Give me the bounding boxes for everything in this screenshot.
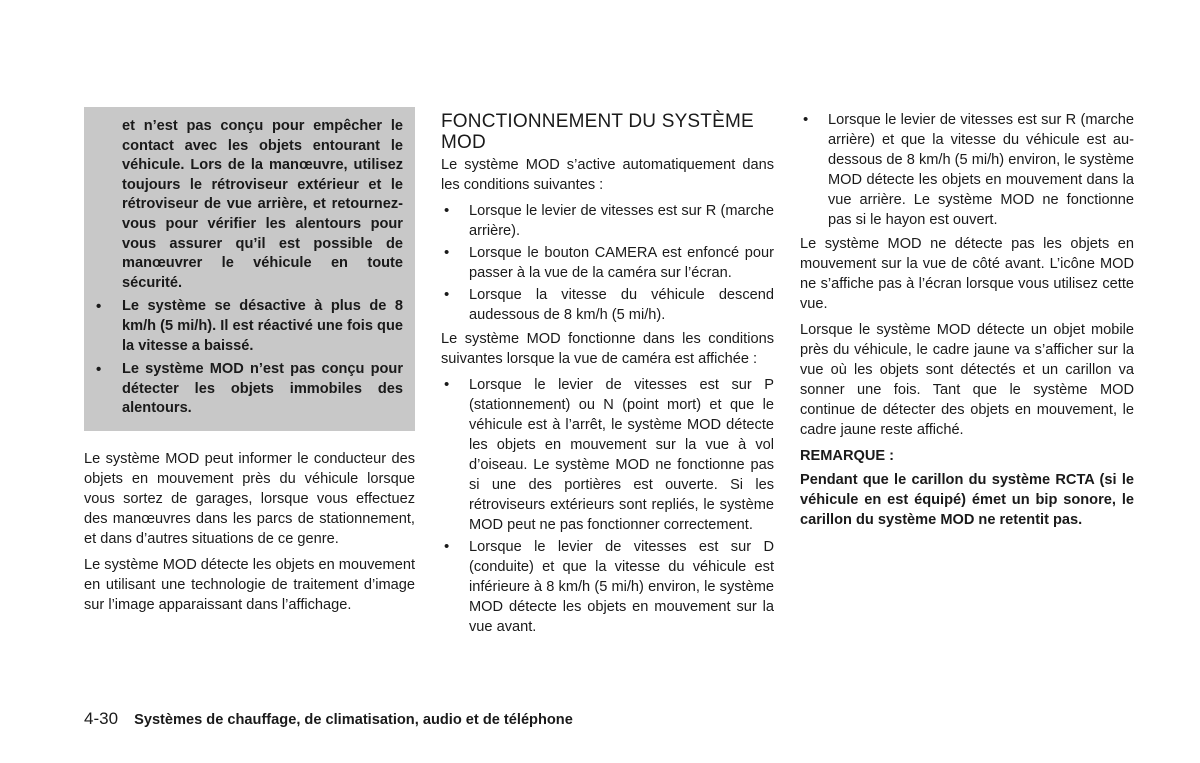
- page-number: 4-30: [84, 709, 119, 728]
- list-item: • Lorsque le levier de vitesses est sur D (conduite) et que la vitesse du véhicule est inférieure à 8 km/h (5 mi/h) environ, le système MOD détecte les objets en mouvement sur la vue avant.: [441, 537, 774, 637]
- page-footer: [84, 709, 573, 730]
- paragraph: Le système MOD ne détecte pas les objets en mouvement sur la vue de côté avant. L’icône MOD ne s’affiche pas à l’écran lorsque vous utilisez cette vue.: [800, 236, 1134, 312]
- warning-box: [84, 107, 415, 431]
- bullet-list: [441, 375, 774, 637]
- list-item: • Lorsque le bouton CAMERA est enfoncé pour passer à la vue de la caméra sur l’écran.: [441, 243, 774, 283]
- list-item: • Lorsque la vitesse du véhicule descend audessous de 8 km/h (5 mi/h).: [441, 285, 774, 325]
- column-middle: [441, 111, 774, 641]
- list-item: • Lorsque le levier de vitesses est sur R (marche arrière) et que la vitesse du véhicule est au-dessous de 8 km/h (5 mi/h) environ, le système MOD détecte les objets en mouvement dans la vue arrière. Le système MOD ne fonctionne pas si le hayon est ouvert.: [800, 110, 1134, 230]
- paragraph: Lorsque le système MOD détecte un objet mobile près du véhicule, le cadre jaune va s’afficher sur la vue où les objets sont détectés et un carillon va sonner une fois. Tant que le système MOD continue de détecter des objets en mouvement, le cadre jaune reste affiché.: [800, 322, 1134, 438]
- warning-bullet-list: [122, 297, 403, 419]
- list-item: • Lorsque le levier de vitesses est sur R (marche arrière).: [441, 201, 774, 241]
- note-title: REMARQUE :: [800, 448, 895, 464]
- note-body: Pendant que le carillon du système RCTA (si le véhicule en est équipé) émet un bip sonore, le carillon du système MOD ne retentit pas.: [800, 472, 1134, 528]
- section-heading: FONCTIONNEMENT DU SYSTÈME MOD: [441, 111, 754, 153]
- bullet-list: [800, 110, 1134, 230]
- list-item: • Lorsque le levier de vitesses est sur P (stationnement) ou N (point mort) et que le véhicule est à l’arrêt, le système MOD détecte les objets en mouvement sur la vue à vol d’oiseau. Le système MOD ne fonctionne pas si une des portières est ouverte. Si les rétroviseurs extérieurs sont repliés, le système MOD peut ne pas fonctionner correctement.: [441, 375, 774, 535]
- column-right: [800, 110, 1134, 530]
- footer-section-title: Systèmes de chauffage, de climatisation, audio et de téléphone: [134, 712, 573, 728]
- paragraph: Le système MOD détecte les objets en mouvement en utilisant une technologie de traitement d’image sur l’image apparaissant dans l’affichage.: [84, 556, 415, 613]
- column-left: [84, 107, 415, 621]
- paragraph: Le système MOD fonctionne dans les conditions suivantes lorsque la vue de caméra est affichée :: [441, 331, 774, 367]
- paragraph: Le système MOD peut informer le conducteur des objets en mouvement près du véhicule lorsque vous sortez de garages, lorsque vous effectuez des manœuvres dans les parcs de stationnement, et dans d’autres situations de ce genre.: [84, 450, 415, 547]
- bullet-list: [441, 201, 774, 325]
- warning-intro: et n’est pas conçu pour empêcher le contact avec les objets entourant le véhicule. Lors de la manœuvre, utilisez toujours le rétroviseur extérieur et le rétroviseur de vue arrière, et retournez-vous pour vérifier les alentours pour vous assurer qu’il est possible de manœuvrer le véhicule en toute sécurité.: [122, 118, 403, 291]
- warning-bullet: • Le système se désactive à plus de 8 km/h (5 mi/h). Il est réactivé une fois que la vitesse a baissé.: [122, 297, 403, 356]
- paragraph: Le système MOD s’active automatiquement dans les conditions suivantes :: [441, 157, 774, 193]
- warning-bullet: • Le système MOD n’est pas conçu pour détecter les objets immobiles des alentours.: [122, 360, 403, 419]
